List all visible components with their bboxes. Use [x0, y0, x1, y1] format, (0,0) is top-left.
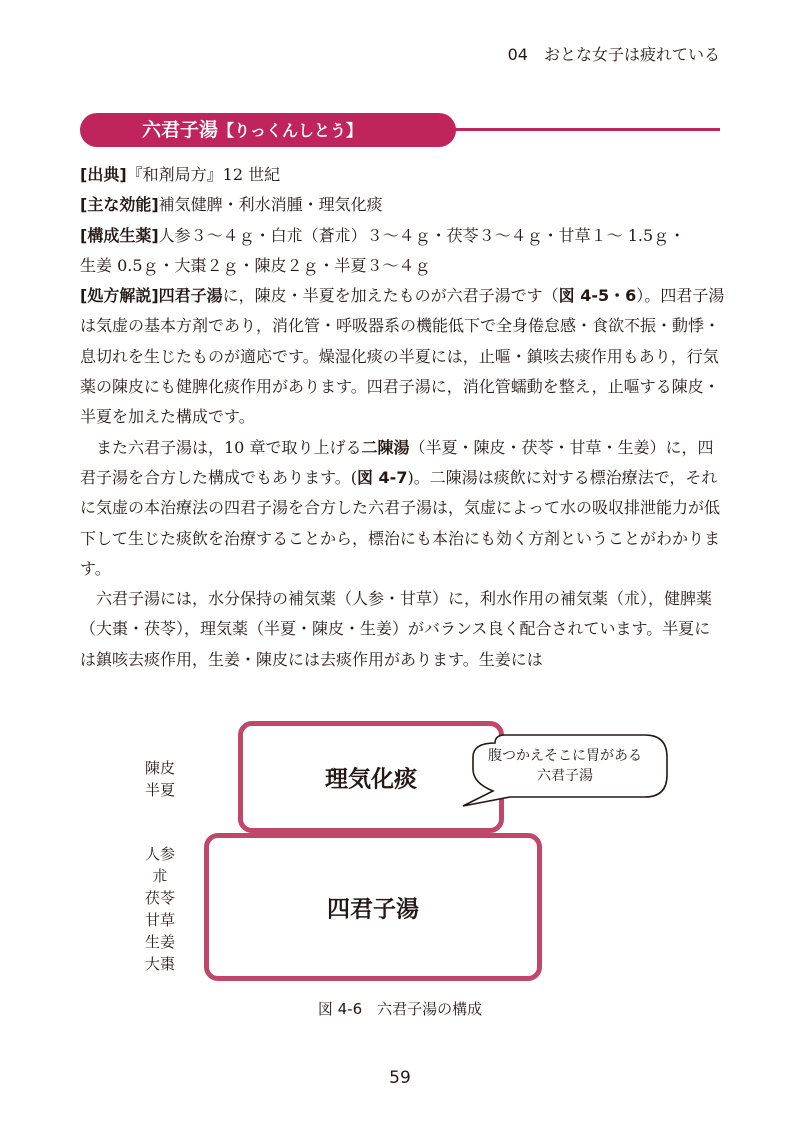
source-label: [出典]: [80, 165, 127, 184]
ingredient-label: 半夏: [144, 781, 175, 799]
section-title-reading: 【りっくんしとう】: [218, 121, 363, 140]
bubble-line-1: 腹つかえそこに胃がある: [488, 748, 642, 764]
explanation-paragraph-1: [80, 281, 725, 432]
bubble-line-2: 六君子湯: [537, 768, 593, 784]
body-text: [80, 160, 725, 675]
section-title-name: 六君子湯: [142, 119, 219, 141]
effects-label: [主な効能]: [80, 195, 159, 215]
ingredients-text-2: 生姜 0.5ｇ・大棗２ｇ・陳皮２ｇ・半夏３～４ｇ: [80, 255, 431, 275]
diagram-box-shikunshito: [204, 833, 542, 981]
speech-bubble-text: [475, 746, 655, 786]
explanation-paragraph-2: [80, 433, 725, 584]
p2-text-a: また六君子湯は，10 章で取り上げる: [96, 437, 362, 457]
p2-text-b: （半夏・陳皮・茯苓・甘草・生姜）に，四君子湯を合方した構成でもあります。(: [80, 437, 714, 487]
ingredient-label: 茯苓: [144, 889, 175, 907]
effects-text: 補気健脾・利水消腫・理気化痰: [158, 195, 383, 215]
ingredient-label: 陳皮: [144, 759, 175, 777]
formula-name-shikunshito: 四君子湯: [158, 286, 223, 306]
explanation-text-rest: 四君子湯は気虚の基本方剤であり，消化管・呼吸器系の機能低下で全身倦怠感・食欲不振・動悸・息切れを生じたものが適応です。燥湿化痰の半夏には，止嘔・鎮咳去痰作用もあり，行気薬の陳皮にも健脾化痰作用があります。四君子湯に，消化管蠕動を整え，止嘔する陳皮・半夏を加えた構成です。: [80, 286, 725, 427]
box-label-bottom: 四君子湯: [327, 896, 419, 923]
top-side-ingredients: [140, 757, 180, 801]
p2-text-c: )。二陳湯は痰飲に対する標治療法で，それに気虚の本治療法の四君子湯を合方した六君子湯は，気虚によって水の吸収排泄能力が低下して生じた痰飲を治療することから，標治にも本治にも効く方剤ということがわかります。: [80, 467, 721, 578]
ingredients-label: [構成生薬]: [80, 225, 159, 245]
ingredient-label: 朮: [152, 867, 168, 885]
ingredient-label: 人参: [144, 845, 175, 863]
explanation-label: [処方解説]: [80, 286, 159, 306]
formula-name-nichinto: 二陳湯: [361, 437, 410, 457]
figure-ref-4-5-6: 図 4-5・6: [558, 286, 637, 306]
title-rule: [450, 128, 720, 131]
ingredient-label: 甘草: [144, 911, 175, 929]
source-text: 『和剤局方』12 世紀: [126, 165, 281, 184]
section-title: [80, 113, 456, 147]
explanation-paragraph-3: 六君子湯には，水分保持の補気薬（人参・甘草）に，利水作用の補気薬（朮），健脾薬（大棗・茯苓），理気薬（半夏・陳皮・生姜）がバランス良く配合されています。半夏には鎮咳去痰作用，生姜・陳皮には去痰作用があります。生姜には: [80, 589, 713, 669]
page-number: 59: [389, 1068, 411, 1088]
figure-caption: 図 4-6 六君子湯の構成: [317, 1000, 483, 1018]
source-line: [80, 160, 725, 190]
section-title-band: [80, 113, 720, 147]
bottom-side-ingredients: [140, 843, 180, 975]
ingredient-label: 大棗: [144, 955, 175, 973]
ingredients-text-1: 人参３～４ｇ・白朮（蒼朮）３～４ｇ・茯苓３～４ｇ・甘草１～ 1.5ｇ・: [158, 225, 686, 245]
explanation-text-a: に，陳皮・半夏を加えたものが六君子湯です（: [222, 286, 559, 306]
ingredients-line: [80, 221, 725, 282]
running-header: 04 おとな女子は疲れている: [507, 45, 720, 64]
figure-ref-4-7: 図 4-7: [356, 467, 408, 487]
explanation-text-b: ）。: [636, 286, 661, 306]
box-label-top: 理気化痰: [325, 766, 417, 793]
ingredient-label: 生姜: [144, 933, 175, 951]
effects-line: [80, 190, 725, 220]
